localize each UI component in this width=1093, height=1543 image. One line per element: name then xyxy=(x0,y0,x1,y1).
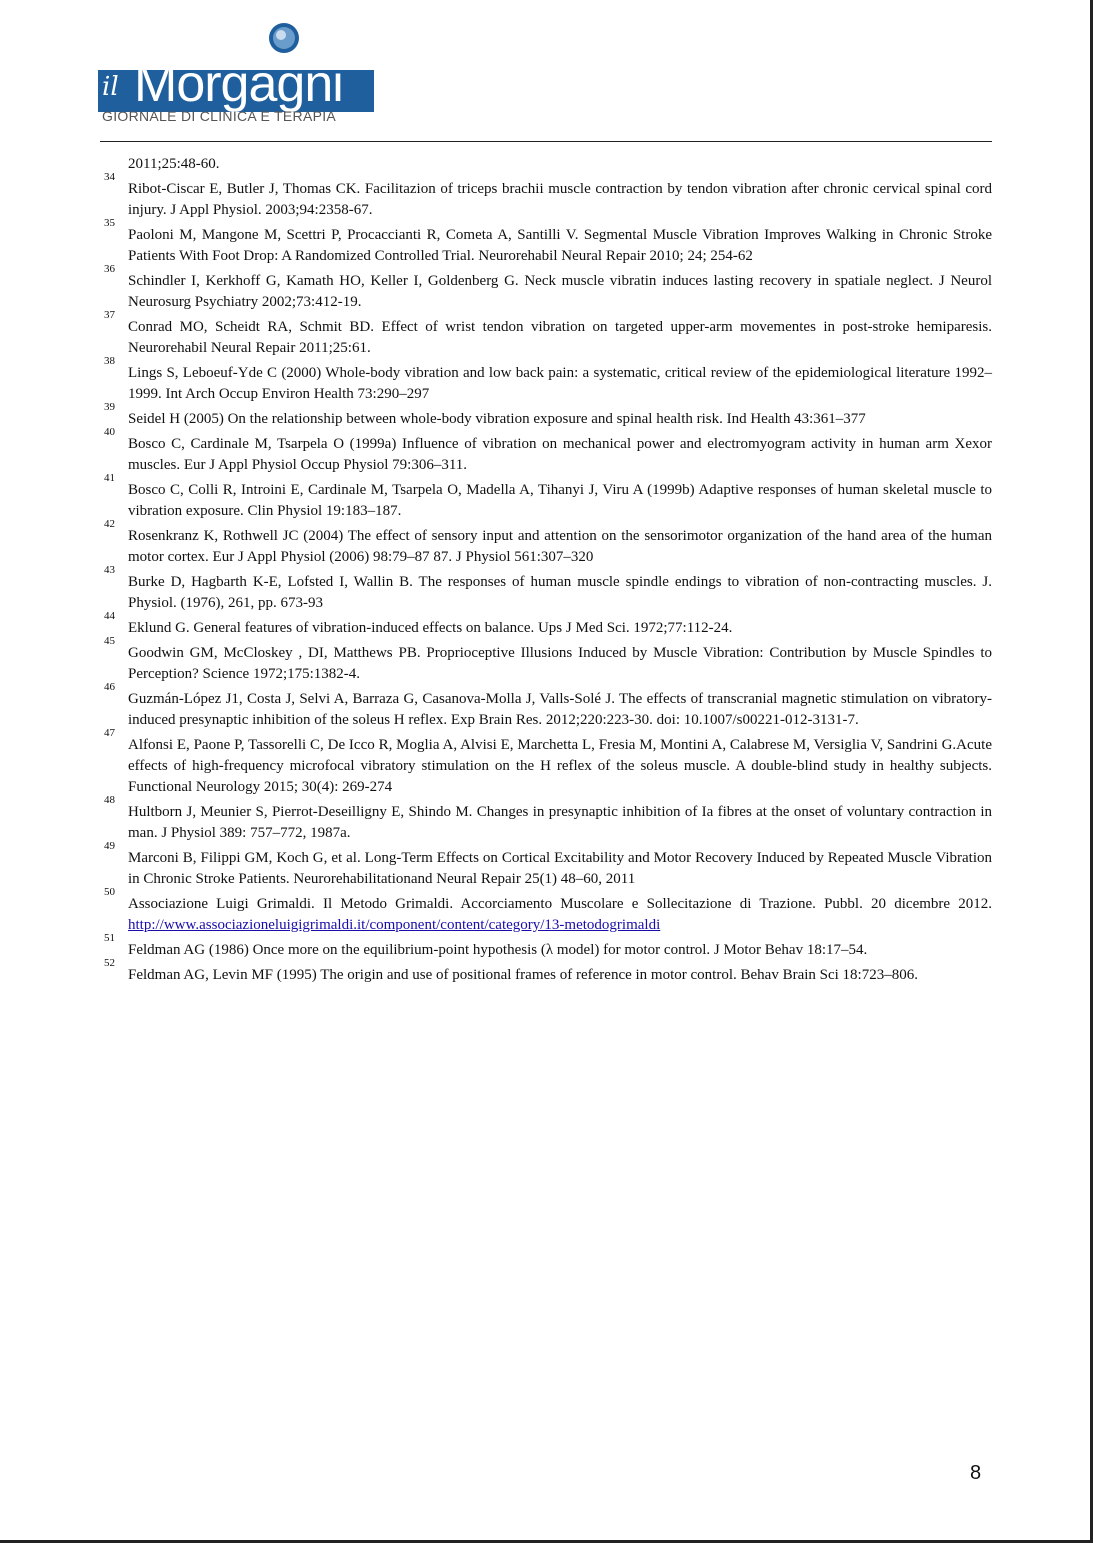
reference-text: Associazione Luigi Grimaldi. Il Metodo Grimaldi. Accorciamento Muscolare e Sollecitazione di Trazione. Pubbl. 20 dicembre 2012. xyxy=(128,896,992,912)
reference-number: 45 xyxy=(104,635,115,647)
reference-number: 36 xyxy=(104,263,115,275)
reference-number: 40 xyxy=(104,426,115,438)
reference-continuation: 2011;25:48-60. xyxy=(128,156,220,172)
reference-item xyxy=(100,932,992,961)
reference-text: Seidel H (2005) On the relationship between whole-body vibration exposure and spinal health risk. Ind Health 43:361–377 xyxy=(128,411,866,427)
journal-logo xyxy=(98,22,398,132)
reference-text: Ribot-Ciscar E, Butler J, Thomas CK. Facilitazion of triceps brachii muscle contraction by tendon vibration after chronic cervical spinal cord injury. J Appl Physiol. 2003;94:2358-67. xyxy=(128,181,992,218)
reference-item xyxy=(100,518,992,568)
reference-item xyxy=(100,840,992,890)
logo-subtitle: GIORNALE DI CLINICA E TERAPIA xyxy=(102,108,337,124)
reference-item xyxy=(100,635,992,685)
reference-item xyxy=(100,401,992,430)
reference-number: 49 xyxy=(104,840,115,852)
reference-item xyxy=(100,564,992,614)
reference-number: 44 xyxy=(104,610,115,622)
reference-number: 37 xyxy=(104,309,115,321)
reference-number: 39 xyxy=(104,401,115,413)
logo-wordmark: Morgagni xyxy=(134,55,343,113)
reference-item xyxy=(100,263,992,313)
reference-item xyxy=(100,794,992,844)
reference-number: 42 xyxy=(104,518,115,530)
reference-number: 35 xyxy=(104,217,115,229)
reference-number: 41 xyxy=(104,472,115,484)
header-rule xyxy=(100,141,992,142)
reference-text: Feldman AG, Levin MF (1995) The origin and use of positional frames of reference in motor control. Behav Brain Sci 18:723–806. xyxy=(128,967,918,983)
reference-item xyxy=(100,886,992,936)
reference-text: Rosenkranz K, Rothwell JC (2004) The effect of sensory input and attention on the sensorimotor organization of the hand area of the human motor cortex. Eur J Appl Physiol (2006) 98:79–87 87. J Physiol 561:307–320 xyxy=(128,528,992,565)
reference-item xyxy=(100,217,992,267)
reference-number: 43 xyxy=(104,564,115,576)
page-number: 8 xyxy=(970,1462,982,1484)
reference-text: Bosco C, Cardinale M, Tsarpela O (1999a) Influence of vibration on mechanical power and electromyogram activity in human arm Xexor muscles. Eur J Appl Physiol Occup Physiol 79:306–311. xyxy=(128,436,992,473)
reference-number: 50 xyxy=(104,886,115,898)
reference-text: Feldman AG (1986) Once more on the equilibrium-point hypothesis (λ model) for motor control. J Motor Behav 18:17–54. xyxy=(128,942,868,958)
reference-text: Hultborn J, Meunier S, Pierrot-Deseilligny E, Shindo M. Changes in presynaptic inhibition of Ia fibres at the onset of voluntary contraction in man. J Physiol 389: 757–772, 1987a. xyxy=(128,804,992,841)
reference-item xyxy=(100,681,992,731)
reference-item xyxy=(100,171,992,221)
reference-text: Conrad MO, Scheidt RA, Schmit BD. Effect of wrist tendon vibration on targeted upper-arm movementes in post-stroke hemiparesis. Neurorehabil Neural Repair 2011;25:61. xyxy=(128,319,992,356)
reference-number: 47 xyxy=(104,727,115,739)
reference-link[interactable]: http://www.associazioneluigigrimaldi.it/component/content/category/13-metodogrimaldi xyxy=(128,917,661,933)
reference-text: Marconi B, Filippi GM, Koch G, et al. Long-Term Effects on Cortical Excitability and Motor Recovery Induced by Repeated Muscle Vibration in Chronic Stroke Patients. Neurorehabilitationand Neural Repair 25(1) 48–60, 2011 xyxy=(128,850,992,887)
globe-icon xyxy=(268,22,300,54)
reference-item xyxy=(100,610,992,639)
reference-text: Paoloni M, Mangone M, Scettri P, Procaccianti R, Cometa A, Santilli V. Segmental Muscle Vibration Improves Walking in Chronic Stroke Patients With Foot Drop: A Randomized Controlled Trial. Neurorehabil Neural Repair 2010; 24; 254-62 xyxy=(128,227,992,264)
reference-number: 46 xyxy=(104,681,115,693)
reference-number: 48 xyxy=(104,794,115,806)
reference-number: 52 xyxy=(104,957,115,969)
reference-item xyxy=(100,957,992,986)
reference-text: Eklund G. General features of vibration-induced effects on balance. Ups J Med Sci. 1972;77:112-24. xyxy=(128,620,733,636)
reference-item xyxy=(100,355,992,405)
reference-item xyxy=(100,472,992,522)
reference-item xyxy=(100,727,992,798)
logo-prefix: il xyxy=(102,72,119,102)
reference-text: Lings S, Leboeuf-Yde C (2000) Whole-body vibration and low back pain: a systematic, critical review of the epidemiological literature 1992–1999. Int Arch Occup Environ Health 73:290–297 xyxy=(128,365,992,402)
reference-text: Burke D, Hagbarth K-E, Lofsted I, Wallin B. The responses of human muscle spindle endings to vibration of non-contracting muscles. J. Physiol. (1976), 261, pp. 673-93 xyxy=(128,574,992,611)
reference-text: Goodwin GM, McCloskey , DI, Matthews PB. Proprioceptive Illusions Induced by Muscle Vibration: Contribution by Muscle Spindles to Perception? Science 1972;175:1382-4. xyxy=(128,645,992,682)
reference-text: Schindler I, Kerkhoff G, Kamath HO, Keller I, Goldenberg G. Neck muscle vibratin induces lasting recovery in spatiale neglect. J Neurol Neurosurg Psychiatry 2002;73:412-19. xyxy=(128,273,992,310)
reference-list xyxy=(100,154,992,990)
reference-text: Bosco C, Colli R, Introini E, Cardinale M, Tsarpela O, Madella A, Tihanyi J, Viru A (1999b) Adaptive responses of human skeletal muscle to vibration exposure. Clin Physiol 19:183–187. xyxy=(128,482,992,519)
reference-item xyxy=(100,309,992,359)
reference-item xyxy=(100,426,992,476)
reference-number: 34 xyxy=(104,171,115,183)
reference-number: 38 xyxy=(104,355,115,367)
reference-text: Alfonsi E, Paone P, Tassorelli C, De Icco R, Moglia A, Alvisi E, Marchetta L, Fresia M, Montini A, Calabrese M, Versiglia V, Sandrini G.Acute effects of high-frequency microfocal vibratory stimulation on the H reflex of the soleus muscle. A double-blind study in healthy subjects. Functional Neurology 2015; 30(4): 269-274 xyxy=(128,737,992,795)
reference-number: 51 xyxy=(104,932,115,944)
reference-text: Guzmán-López J1, Costa J, Selvi A, Barraza G, Casanova-Molla J, Valls-Solé J. The effects of transcranial magnetic stimulation on vibratory-induced presynaptic inhibition of the soleus H reflex. Exp Brain Res. 2012;220:223-30. doi: 10.1007/s00221-012-3131-7. xyxy=(128,691,992,728)
